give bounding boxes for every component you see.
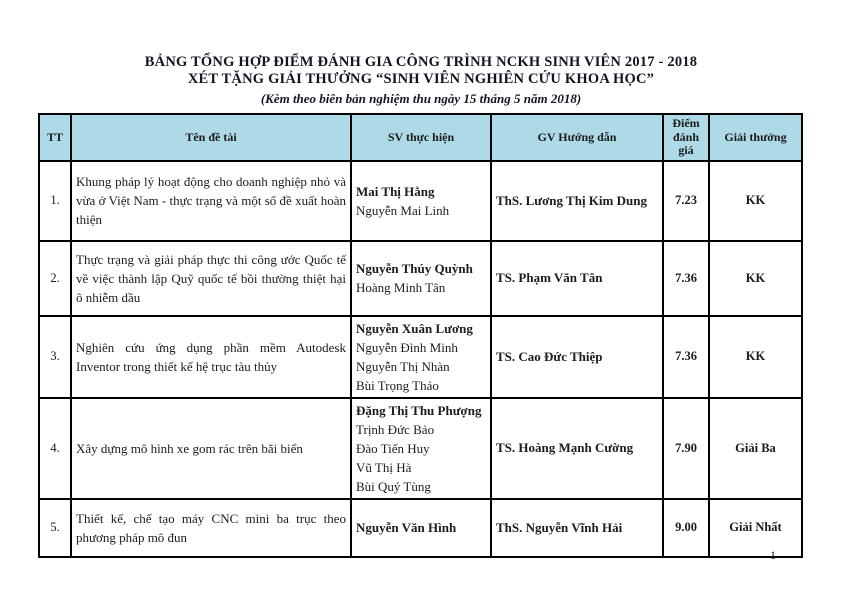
- advisor-cell: ThS. Nguyễn Vĩnh Hải: [491, 499, 663, 557]
- student-name: Nguyễn Thị Nhàn: [356, 358, 450, 374]
- results-table: [38, 113, 803, 558]
- col-header-project-title: Tên đề tài: [71, 114, 351, 161]
- student-name: Hoàng Minh Tân: [356, 280, 446, 295]
- page-title-line1: BẢNG TỔNG HỢP ĐIỂM ĐÁNH GIA CÔNG TRÌNH NCKH SINH VIÊN 2017 - 2018: [144, 54, 698, 70]
- award-cell: KK: [709, 316, 802, 398]
- score-cell: 7.23: [663, 161, 709, 241]
- document-header: [0, 54, 842, 106]
- students-cell: [351, 241, 491, 316]
- table-header-row: [39, 114, 802, 161]
- students-cell: [351, 499, 491, 557]
- row-number-cell: 1.: [39, 161, 71, 241]
- students-cell: [351, 161, 491, 241]
- col-header-tt: TT: [39, 114, 71, 161]
- student-name: Trịnh Đức Bảo: [356, 421, 435, 437]
- col-header-award: Giải thưởng: [709, 114, 802, 161]
- advisor-cell: TS. Hoàng Mạnh Cường: [491, 398, 663, 499]
- row-number-cell: 5.: [39, 499, 71, 557]
- page-subtitle: (Kèm theo biên bản nghiệm thu ngày 15 tháng 5 năm 2018): [260, 91, 582, 106]
- score-cell: 7.36: [663, 241, 709, 316]
- student-name: Nguyễn Xuân Lương: [356, 320, 473, 336]
- award-cell: KK: [709, 241, 802, 316]
- advisor-cell: TS. Cao Đức Thiệp: [491, 316, 663, 398]
- col-header-advisor: GV Hướng dẫn: [491, 114, 663, 161]
- row-number-cell: 4.: [39, 398, 71, 499]
- students-cell: [351, 316, 491, 398]
- project-title-cell: Thực trạng và giải pháp thực thi công ước Quốc tế về việc thành lập Quỹ quốc tế bồi thường thiệt hại ô nhiễm dầu: [71, 241, 351, 316]
- score-cell: 7.36: [663, 316, 709, 398]
- student-name: Đặng Thị Thu Phượng: [356, 402, 482, 418]
- student-name: Bùi Quý Tùng: [356, 478, 431, 494]
- project-title-cell: Thiết kế, chế tạo máy CNC mini ba trục theo phương pháp mô đun: [71, 499, 351, 557]
- project-title-cell: Xây dựng mô hình xe gom rác trên bãi biển: [71, 398, 351, 499]
- score-cell: 7.90: [663, 398, 709, 499]
- project-title-cell: Nghiên cứu ứng dụng phần mềm Autodesk Inventor trong thiết kế hệ trục tàu thủy: [71, 316, 351, 398]
- table-row: [39, 398, 802, 499]
- table-row: [39, 316, 802, 398]
- project-title-cell: Khung pháp lý hoạt động cho doanh nghiệp nhỏ và vừa ở Việt Nam - thực trạng và một số đề xuất hoàn thiện: [71, 161, 351, 241]
- table-row: [39, 241, 802, 316]
- student-name: Nguyễn Văn Hình: [356, 520, 457, 535]
- advisor-cell: TS. Phạm Văn Tân: [491, 241, 663, 316]
- student-name: Nguyễn Thúy Quỳnh: [356, 261, 473, 276]
- table-row: [39, 499, 802, 557]
- student-name: Nguyễn Mai Linh: [356, 202, 450, 218]
- col-header-students: SV thực hiện: [351, 114, 491, 161]
- students-cell: [351, 398, 491, 499]
- student-name: Vũ Thị Hà: [356, 459, 412, 475]
- award-cell: Giải Nhất: [709, 499, 802, 557]
- col-header-score: Điểm đánh giá: [663, 114, 709, 161]
- student-name: Đào Tiến Huy: [356, 440, 430, 456]
- row-number-cell: 3.: [39, 316, 71, 398]
- award-cell: KK: [709, 161, 802, 241]
- page-number: 1: [770, 548, 776, 562]
- page-title-line2: XÉT TẶNG GIẢI THƯỞNG “SINH VIÊN NGHIÊN CỨU KHOA HỌC”: [187, 71, 655, 87]
- row-number-cell: 2.: [39, 241, 71, 316]
- score-cell: 9.00: [663, 499, 709, 557]
- student-name: Nguyễn Đình Minh: [356, 339, 458, 355]
- table-row: [39, 161, 802, 241]
- student-name: Mai Thị Hằng: [356, 183, 435, 199]
- award-cell: Giải Ba: [709, 398, 802, 499]
- advisor-cell: ThS. Lương Thị Kim Dung: [491, 161, 663, 241]
- student-name: Bùi Trọng Thảo: [356, 377, 439, 393]
